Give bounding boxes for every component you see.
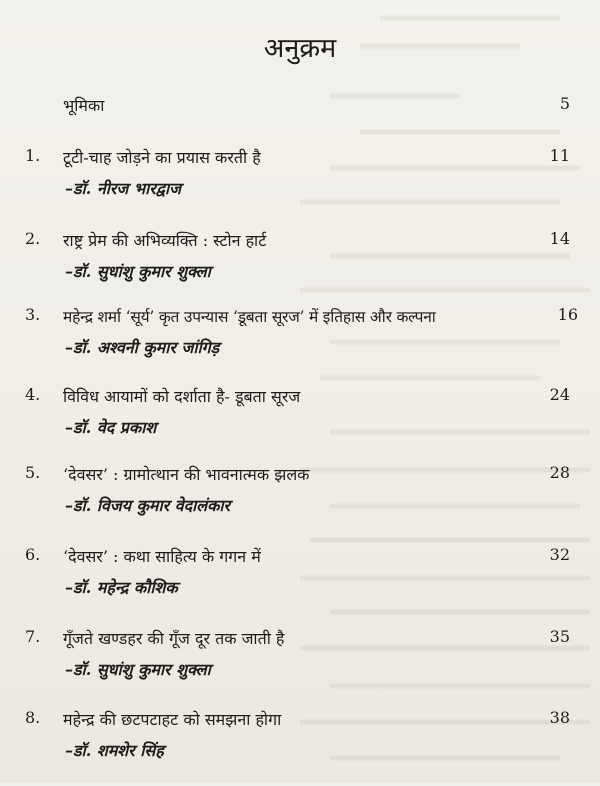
entry-number: 6. — [25, 545, 41, 564]
toc-entry-6 — [0, 545, 600, 601]
entry-page-number: 24 — [549, 385, 570, 404]
entry-author: –डॉ. सुधांशु कुमार शुक्ला — [65, 262, 211, 281]
entry-author: –डॉ. नीरज भारद्वाज — [65, 179, 182, 198]
entry-author: –डॉ. विजय कुमार वेदालंकार — [65, 496, 231, 515]
entry-number: 3. — [25, 305, 41, 324]
entry-title: विविध आयामों को दर्शाता है- डूबता सूरज — [63, 387, 301, 406]
entry-number: 5. — [25, 463, 41, 482]
page-title: अनुक्रम — [263, 33, 337, 64]
entry-author: –डॉ. वेद प्रकाश — [65, 418, 157, 437]
entry-page-number: 11 — [549, 146, 570, 165]
preface-page-number: 5 — [559, 94, 570, 113]
entry-title: गूँजते खण्डहर की गूँज दूर तक जाती है — [63, 629, 285, 648]
entry-page-number: 28 — [549, 463, 570, 482]
entry-page-number: 32 — [549, 545, 570, 564]
entry-title: महेन्द्र शर्मा ‘सूर्य’ कृत उपन्यास ‘डूबता सूरज’ में इतिहास और कल्पना — [63, 308, 436, 326]
entry-author: –डॉ. अश्वनी कुमार जांगिड़ — [65, 338, 220, 357]
entry-page-number: 35 — [549, 627, 570, 646]
entry-page-number: 38 — [549, 708, 570, 727]
entry-author: –डॉ. महेन्द्र कौशिक — [65, 578, 178, 597]
toc-entry-8 — [0, 708, 600, 764]
entry-title: राष्ट्र प्रेम की अभिव्यक्ति : स्टोन हार्ट — [63, 231, 267, 250]
toc-entry-2 — [0, 229, 600, 285]
entry-page-number: 14 — [549, 229, 570, 248]
toc-entry-3 — [0, 305, 600, 361]
entry-number: 7. — [25, 627, 41, 646]
entry-author: –डॉ. शमशेर सिंह — [65, 741, 164, 760]
entry-title: ‘देवसर’ : कथा साहित्य के गगन में — [63, 547, 261, 566]
toc-entry-4 — [0, 385, 600, 441]
toc-entry-5 — [0, 463, 600, 519]
preface-title: भूमिका — [63, 96, 105, 115]
entry-number: 2. — [25, 229, 41, 248]
entry-title: महेन्द्र की छटपटाहट को समझना होगा — [63, 710, 282, 729]
entry-number: 1. — [25, 146, 41, 165]
toc-entry-1 — [0, 146, 600, 202]
entry-page-number: 16 — [557, 305, 578, 324]
entry-author: –डॉ. सुधांशु कुमार शुक्ला — [65, 660, 211, 679]
entry-number: 4. — [25, 385, 41, 404]
entry-title: ‘देवसर’ : ग्रामोत्थान की भावनात्मक झलक — [63, 465, 310, 484]
entry-title: टूटी-चाह जोड़ने का प्रयास करती है — [63, 148, 261, 167]
toc-entry-7 — [0, 627, 600, 683]
entry-number: 8. — [25, 708, 41, 727]
